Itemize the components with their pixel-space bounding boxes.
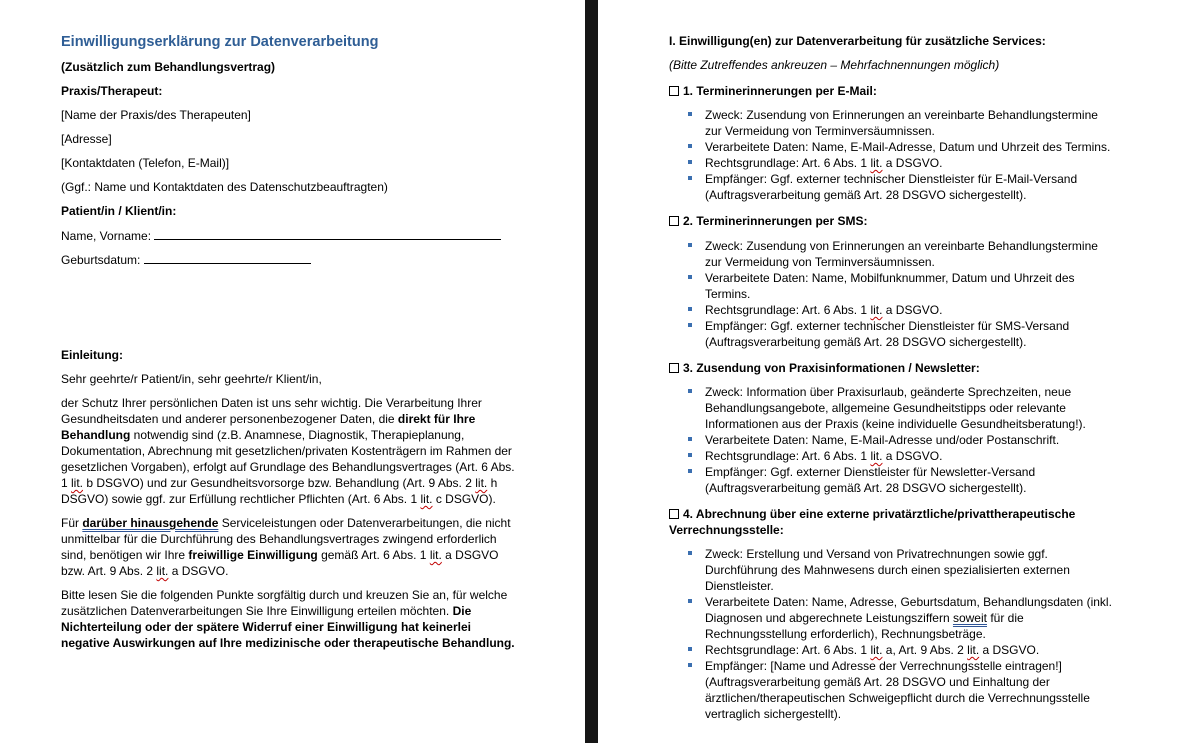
section-3-list <box>686 384 1116 496</box>
name-label: Name, Vorname: <box>61 229 152 243</box>
birth-input-line[interactable] <box>144 251 311 264</box>
section-2-heading: 2. Terminerinnerungen per SMS: <box>669 213 1129 229</box>
list-item: Zweck: Zusendung von Erinnerungen an vereinbarte Behandlungstermine zur Vermeidung von Terminversäumnissen. <box>686 107 1116 139</box>
salutation: Sehr geehrte/r Patient/in, sehr geehrte/r Klient/in, <box>61 372 322 386</box>
list-item: Empfänger: Ggf. externer technischer Dienstleister für SMS-Versand (Auftragsverarbeitung gemäß Art. 28 DSGVO sichergestellt). <box>686 318 1116 350</box>
document-subtitle: (Zusätzlich zum Behandlungsvertrag) <box>61 60 276 74</box>
section-1-heading: 1. Terminerinnerungen per E-Mail: <box>669 83 1129 99</box>
contact-placeholder: [Kontaktdaten (Telefon, E-Mail)] <box>61 156 230 170</box>
practice-heading: Praxis/Therapeut: <box>61 84 163 98</box>
document-page-left <box>0 0 585 743</box>
list-item: Rechtsgrundlage: Art. 6 Abs. 1 lit. a, Art. 9 Abs. 2 lit. a DSGVO. <box>686 642 1116 658</box>
section-4-heading: 4. Abrechnung über eine externe privatärztliche/privattherapeutische Verrechnungsstelle: <box>669 507 1076 537</box>
intro-paragraph-1: der Schutz Ihrer persönlichen Daten ist uns sehr wichtig. Die Verarbeitung Ihrer Gesundheitsdaten und anderer personenbezogener Daten, die direkt für Ihre Behandlung notwendig sind (z.B. Anamnese, Diagnostik, Therapieplanung, Dokumentation, Abrechnung mit gesetzlichen/privaten Kostenträgern im Rahmen der gesetzlichen Vorgaben), erfolgt auf Grundlage des Behandlungsvertrages (Art. 6 Abs. 1 lit. b DSGVO) und zur Gesundheitsvorsorge bzw. Behandlung (Art. 9 Abs. 2 lit. h DSGVO) sowie ggf. zur Erfüllung rechtlicher Pflichten (Art. 6 Abs. 1 lit. c DSGVO). <box>61 396 515 506</box>
intro-heading: Einleitung: <box>61 348 123 362</box>
patient-heading: Patient/in / Klient/in: <box>61 204 177 218</box>
address-placeholder: [Adresse] <box>61 132 112 146</box>
list-item: Zweck: Erstellung und Versand von Privatrechnungen sowie ggf. Durchführung des Mahnwesens durch einen spezialisierten externen Dienstleister. <box>686 546 1116 594</box>
section-3-heading: 3. Zusendung von Praxisinformationen / Newsletter: <box>669 360 1129 376</box>
section-4-list <box>686 546 1116 722</box>
intro-paragraph-3: Bitte lesen Sie die folgenden Punkte sorgfältig durch und kreuzen Sie an, für welche zusätzlichen Datenverarbeitungen Sie Ihre Einwilligung erteilen möchten. Die Nichterteilung oder der spätere Widerruf einer Einwilligung hat keinerlei negative Auswirkungen auf Ihre medizinische oder therapeutische Behandlung. <box>61 588 515 650</box>
list-item: Zweck: Zusendung von Erinnerungen an vereinbarte Behandlungstermine zur Vermeidung von Terminversäumnissen. <box>686 238 1116 270</box>
consent-heading: I. Einwilligung(en) zur Datenverarbeitung für zusätzliche Services: <box>669 34 1046 48</box>
name-input-line[interactable] <box>154 227 501 240</box>
birth-label: Geburtsdatum: <box>61 253 141 267</box>
checkbox-newsletter[interactable] <box>669 363 679 373</box>
list-item: Empfänger: Ggf. externer technischer Dienstleister für E-Mail-Versand (Auftragsverarbeitung gemäß Art. 28 DSGVO sichergestellt). <box>686 171 1116 203</box>
section-1-list <box>686 107 1116 203</box>
list-item: Empfänger: Ggf. externer Dienstleister für Newsletter-Versand (Auftragsverarbeitung gemäß Art. 28 DSGVO sichergestellt). <box>686 464 1116 496</box>
list-item: Zweck: Information über Praxisurlaub, geänderte Sprechzeiten, neue Behandlungsangebote, allgemeine Gesundheitstipps oder relevante Informationen aus der Praxis (keine individuelle Gesundheitsberatung!). <box>686 384 1116 432</box>
checkbox-email-reminder[interactable] <box>669 86 679 96</box>
list-item: Verarbeitete Daten: Name, E-Mail-Adresse, Datum und Uhrzeit des Termins. <box>686 139 1116 155</box>
birth-field-row <box>61 251 311 268</box>
section-2-list <box>686 238 1116 350</box>
list-item: Verarbeitete Daten: Name, Mobilfunknummer, Datum und Uhrzeit des Termins. <box>686 270 1116 302</box>
document-page-right <box>598 0 1178 743</box>
checkbox-sms-reminder[interactable] <box>669 216 679 226</box>
name-field-row <box>61 227 501 244</box>
list-item: Rechtsgrundlage: Art. 6 Abs. 1 lit. a DSGVO. <box>686 155 1116 171</box>
dpo-placeholder: (Ggf.: Name und Kontaktdaten des Datenschutzbeauftragten) <box>61 180 388 194</box>
page-divider <box>585 0 598 743</box>
document-title: Einwilligungserklärung zur Datenverarbeitung <box>61 34 379 50</box>
list-item: Verarbeitete Daten: Name, E-Mail-Adresse und/oder Postanschrift. <box>686 432 1116 448</box>
list-item: Verarbeitete Daten: Name, Adresse, Geburtsdatum, Behandlungsdaten (inkl. Diagnosen und abgerechnete Leistungsziffern soweit für die Rechnungsstellung erforderlich), Rechnungsbeträge. <box>686 594 1116 642</box>
list-item: Rechtsgrundlage: Art. 6 Abs. 1 lit. a DSGVO. <box>686 302 1116 318</box>
consent-hint: (Bitte Zutreffendes ankreuzen – Mehrfachnennungen möglich) <box>669 58 1000 72</box>
list-item: Empfänger: [Name und Adresse der Verrechnungsstelle eintragen!] (Auftragsverarbeitung gemäß Art. 28 DSGVO und Einhaltung der ärztlichen/therapeutischen Schweigepflicht durch die Verrechnungsstelle vertraglich sichergestellt). <box>686 658 1116 722</box>
list-item: Rechtsgrundlage: Art. 6 Abs. 1 lit. a DSGVO. <box>686 448 1116 464</box>
practice-name-placeholder: [Name der Praxis/des Therapeuten] <box>61 108 251 122</box>
intro-paragraph-2: Für darüber hinausgehende Serviceleistungen oder Datenverarbeitungen, die nicht unmittelbar für die Durchführung des Behandlungsvertrages zwingend erforderlich sind, benötigen wir Ihre freiwillige Einwilligung gemäß Art. 6 Abs. 1 lit. a DSGVO bzw. Art. 9 Abs. 2 lit. a DSGVO. <box>61 516 511 578</box>
checkbox-billing-service[interactable] <box>669 509 679 519</box>
